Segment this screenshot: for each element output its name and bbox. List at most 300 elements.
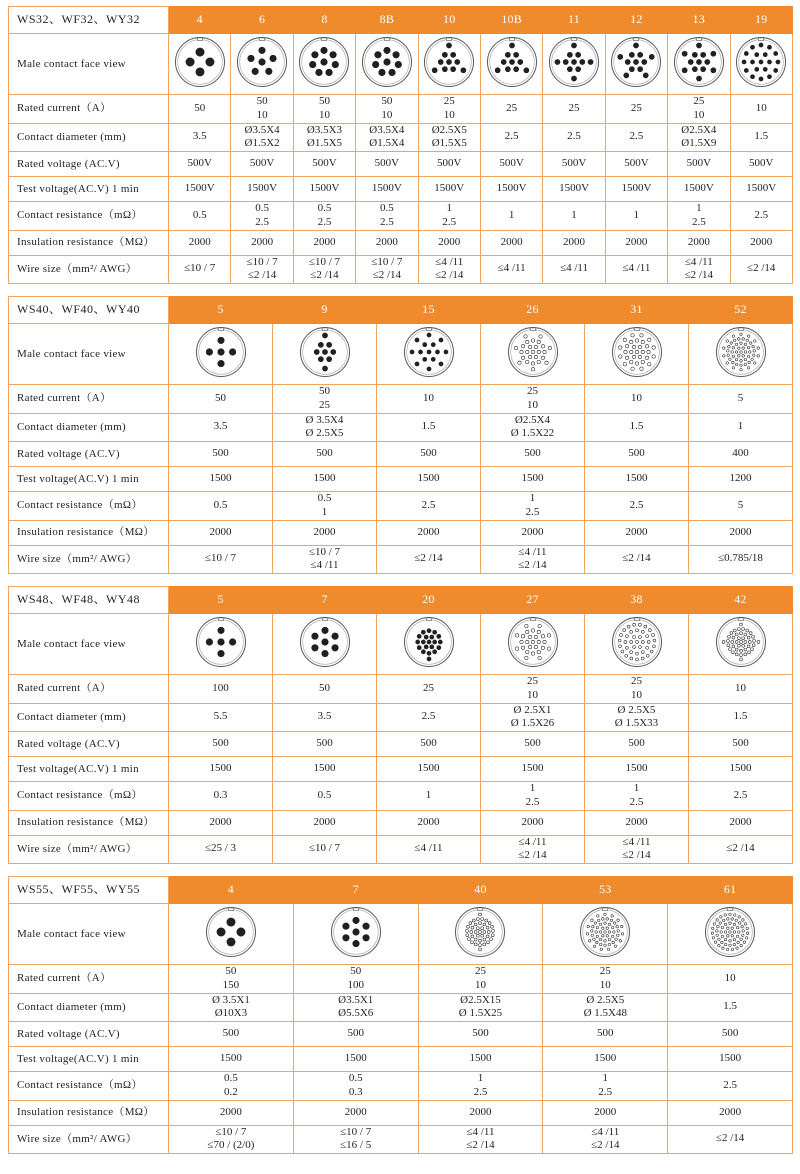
pin-count-header: 5 — [169, 297, 273, 324]
connector-face-icon — [273, 324, 377, 385]
cell-current: 10 — [377, 385, 481, 414]
cell-insulation-resistance: 2000 — [585, 520, 689, 545]
cell-voltage: 500 — [293, 1022, 418, 1047]
series-label: WS48、WF48、WY48 — [9, 587, 169, 614]
cell-voltage: 500 — [481, 732, 585, 757]
table-row-wire-size — [9, 545, 793, 574]
cell-test-voltage: 1500 — [689, 757, 793, 782]
pin-count-header: 10B — [480, 7, 542, 34]
row-label-contact-resistance: Contact resistance（mΩ） — [9, 782, 169, 811]
cell-current: 50 — [169, 385, 273, 414]
cell-insulation-resistance: 2000 — [585, 810, 689, 835]
cell-voltage: 500 — [377, 732, 481, 757]
cell-insulation-resistance: 2000 — [418, 1100, 543, 1125]
cell-current: 25 10 — [481, 385, 585, 414]
cell-current: 50 100 — [293, 965, 418, 994]
pin-count-header: 13 — [668, 7, 730, 34]
cell-test-voltage: 1500 — [481, 467, 585, 492]
spec-table-ws40 — [8, 296, 793, 574]
cell-current: 25 — [377, 675, 481, 704]
cell-diameter: 1.5 — [730, 123, 792, 152]
cell-wire-size: ≤10 / 7 ≤70 / (2/0) — [169, 1125, 294, 1154]
table-row-contact-resistance — [9, 782, 793, 811]
cell-insulation-resistance: 2000 — [273, 520, 377, 545]
connector-face-icon — [689, 324, 793, 385]
cell-wire-size: ≤4 /11 — [605, 255, 667, 284]
table-row-contact-resistance — [9, 492, 793, 521]
pin-count-header: 8 — [293, 7, 355, 34]
cell-wire-size: ≤4 /11 ≤2 /14 — [418, 1125, 543, 1154]
cell-test-voltage: 1200 — [689, 467, 793, 492]
row-label-current: Rated current（A） — [9, 95, 169, 124]
table-row-wire-size — [9, 255, 793, 284]
cell-test-voltage: 1500V — [169, 177, 231, 202]
pin-count-header: 9 — [273, 297, 377, 324]
cell-current: 10 — [668, 965, 793, 994]
cell-contact-resistance: 1 — [543, 202, 605, 231]
connector-face-icon — [169, 614, 273, 675]
table-header-row — [9, 877, 793, 904]
cell-test-voltage: 1500 — [585, 467, 689, 492]
cell-diameter: Ø2.5X5 Ø1.5X5 — [418, 123, 480, 152]
cell-test-voltage: 1500 — [543, 1047, 668, 1072]
connector-face-icon — [668, 34, 730, 95]
cell-contact-resistance: 1 — [377, 782, 481, 811]
cell-diameter: Ø 2.5X5 Ø 1.5X33 — [585, 703, 689, 732]
cell-voltage: 500V — [231, 152, 293, 177]
connector-face-icon — [293, 904, 418, 965]
cell-diameter: Ø2.5X4 Ø1.5X9 — [668, 123, 730, 152]
cell-contact-resistance: 1 — [605, 202, 667, 231]
cell-contact-resistance: 0.5 1 — [273, 492, 377, 521]
cell-diameter: 1 — [689, 413, 793, 442]
cell-contact-resistance: 1 2.5 — [543, 1072, 668, 1101]
table-row-insulation-resistance — [9, 810, 793, 835]
row-label-face: Male contact face view — [9, 34, 169, 95]
row-label-contact-resistance: Contact resistance（mΩ） — [9, 1072, 169, 1101]
series-label: WS40、WF40、WY40 — [9, 297, 169, 324]
cell-test-voltage: 1500 — [481, 757, 585, 782]
cell-wire-size: ≤2 /14 — [689, 835, 793, 864]
cell-current: 50 10 — [231, 95, 293, 124]
cell-test-voltage: 1500V — [480, 177, 542, 202]
table-row-insulation-resistance — [9, 230, 793, 255]
table-row-voltage — [9, 732, 793, 757]
connector-face-icon — [689, 614, 793, 675]
table-row-diameter — [9, 123, 793, 152]
cell-insulation-resistance: 2000 — [543, 1100, 668, 1125]
cell-contact-resistance: 2.5 — [689, 782, 793, 811]
row-label-diameter: Contact diameter (mm) — [9, 993, 169, 1022]
cell-insulation-resistance: 2000 — [418, 230, 480, 255]
spec-table-ws32 — [8, 6, 793, 284]
row-label-wire-size: Wire size（mm²/ AWG） — [9, 255, 169, 284]
cell-diameter: 1.5 — [668, 993, 793, 1022]
cell-voltage: 500 — [418, 1022, 543, 1047]
table-row-current — [9, 95, 793, 124]
cell-current: 50 150 — [169, 965, 294, 994]
connector-face-icon — [169, 324, 273, 385]
pin-count-header: 11 — [543, 7, 605, 34]
cell-voltage: 500 — [169, 442, 273, 467]
cell-test-voltage: 1500 — [585, 757, 689, 782]
connector-face-icon — [273, 614, 377, 675]
cell-diameter: 2.5 — [377, 703, 481, 732]
cell-wire-size: ≤10 / 7 ≤16 / 5 — [293, 1125, 418, 1154]
connector-face-icon — [169, 904, 294, 965]
cell-diameter: Ø 2.5X5 Ø 1.5X48 — [543, 993, 668, 1022]
pin-count-header: 38 — [585, 587, 689, 614]
table-row-current — [9, 965, 793, 994]
contact-face-row — [9, 34, 793, 95]
pin-count-header: 31 — [585, 297, 689, 324]
connector-face-icon — [480, 34, 542, 95]
cell-test-voltage: 1500 — [377, 467, 481, 492]
cell-diameter: 3.5 — [273, 703, 377, 732]
cell-insulation-resistance: 2000 — [169, 230, 231, 255]
cell-insulation-resistance: 2000 — [169, 520, 273, 545]
cell-voltage: 500 — [585, 442, 689, 467]
cell-wire-size: ≤4 /11 ≤2 /14 — [481, 545, 585, 574]
cell-current: 25 — [480, 95, 542, 124]
pin-count-header: 7 — [293, 877, 418, 904]
cell-test-voltage: 1500 — [668, 1047, 793, 1072]
cell-test-voltage: 1500V — [668, 177, 730, 202]
connector-face-icon — [231, 34, 293, 95]
cell-voltage: 500V — [418, 152, 480, 177]
row-label-test-voltage: Test voltage(AC.V) 1 min — [9, 467, 169, 492]
cell-current: 25 10 — [418, 95, 480, 124]
row-label-diameter: Contact diameter (mm) — [9, 413, 169, 442]
table-row-contact-resistance — [9, 1072, 793, 1101]
cell-diameter: Ø3.5X4 Ø1.5X2 — [231, 123, 293, 152]
table-row-insulation-resistance — [9, 1100, 793, 1125]
row-label-test-voltage: Test voltage(AC.V) 1 min — [9, 1047, 169, 1072]
cell-current: 25 10 — [481, 675, 585, 704]
cell-wire-size: ≤25 / 3 — [169, 835, 273, 864]
cell-diameter: Ø3.5X4 Ø1.5X4 — [356, 123, 418, 152]
cell-current: 25 — [605, 95, 667, 124]
row-label-face: Male contact face view — [9, 614, 169, 675]
cell-insulation-resistance: 2000 — [689, 520, 793, 545]
cell-insulation-resistance: 2000 — [377, 520, 481, 545]
cell-insulation-resistance: 2000 — [481, 520, 585, 545]
connector-face-icon — [543, 34, 605, 95]
connector-face-icon — [293, 34, 355, 95]
spec-table-ws48 — [8, 586, 793, 864]
cell-wire-size: ≤4 /11 ≤2 /14 — [481, 835, 585, 864]
pin-count-header: 4 — [169, 877, 294, 904]
cell-test-voltage: 1500 — [169, 1047, 294, 1072]
cell-test-voltage: 1500 — [377, 757, 481, 782]
table-row-wire-size — [9, 835, 793, 864]
cell-insulation-resistance: 2000 — [169, 1100, 294, 1125]
cell-current: 25 10 — [543, 965, 668, 994]
connector-face-icon — [481, 324, 585, 385]
cell-diameter: 1.5 — [377, 413, 481, 442]
cell-voltage: 500 — [689, 732, 793, 757]
cell-wire-size: ≤2 /14 — [668, 1125, 793, 1154]
cell-contact-resistance: 1 — [480, 202, 542, 231]
cell-current: 10 — [585, 385, 689, 414]
cell-contact-resistance: 2.5 — [668, 1072, 793, 1101]
row-label-face: Male contact face view — [9, 904, 169, 965]
row-label-contact-resistance: Contact resistance（mΩ） — [9, 492, 169, 521]
cell-contact-resistance: 5 — [689, 492, 793, 521]
pin-count-header: 12 — [605, 7, 667, 34]
row-label-test-voltage: Test voltage(AC.V) 1 min — [9, 757, 169, 782]
cell-diameter: Ø 3.5X4 Ø 2.5X5 — [273, 413, 377, 442]
pin-count-header: 26 — [481, 297, 585, 324]
cell-test-voltage: 1500V — [543, 177, 605, 202]
cell-insulation-resistance: 2000 — [481, 810, 585, 835]
table-header-row — [9, 297, 793, 324]
row-label-insulation-resistance: Insulation resistance（MΩ） — [9, 520, 169, 545]
pin-count-header: 8B — [356, 7, 418, 34]
row-label-voltage: Rated voltage (AC.V) — [9, 732, 169, 757]
cell-contact-resistance: 0.5 0.3 — [293, 1072, 418, 1101]
cell-contact-resistance: 1 2.5 — [418, 202, 480, 231]
cell-wire-size: ≤10 / 7 ≤2 /14 — [293, 255, 355, 284]
connector-face-icon — [418, 904, 543, 965]
cell-wire-size: ≤2 /14 — [730, 255, 792, 284]
pin-count-header: 27 — [481, 587, 585, 614]
cell-insulation-resistance: 2000 — [231, 230, 293, 255]
cell-contact-resistance: 1 2.5 — [585, 782, 689, 811]
cell-contact-resistance: 0.5 — [169, 492, 273, 521]
cell-voltage: 500 — [377, 442, 481, 467]
cell-insulation-resistance: 2000 — [169, 810, 273, 835]
table-row-test-voltage — [9, 757, 793, 782]
cell-contact-resistance: 0.5 2.5 — [356, 202, 418, 231]
pin-count-header: 40 — [418, 877, 543, 904]
cell-contact-resistance: 2.5 — [377, 492, 481, 521]
cell-wire-size: ≤10 / 7 ≤2 /14 — [231, 255, 293, 284]
table-row-diameter — [9, 993, 793, 1022]
cell-insulation-resistance: 2000 — [293, 230, 355, 255]
cell-current: 10 — [730, 95, 792, 124]
cell-diameter: Ø 3.5X1 Ø10X3 — [169, 993, 294, 1022]
contact-face-row — [9, 324, 793, 385]
table-row-insulation-resistance — [9, 520, 793, 545]
cell-voltage: 500V — [730, 152, 792, 177]
connector-face-icon — [418, 34, 480, 95]
row-label-contact-resistance: Contact resistance（mΩ） — [9, 202, 169, 231]
connector-face-icon — [605, 34, 667, 95]
cell-test-voltage: 1500 — [273, 757, 377, 782]
pin-count-header: 10 — [418, 7, 480, 34]
cell-wire-size: ≤2 /14 — [585, 545, 689, 574]
pin-count-header: 19 — [730, 7, 792, 34]
cell-voltage: 500V — [480, 152, 542, 177]
cell-contact-resistance: 0.3 — [169, 782, 273, 811]
cell-contact-resistance: 1 2.5 — [668, 202, 730, 231]
cell-test-voltage: 1500 — [293, 1047, 418, 1072]
pin-count-header: 42 — [689, 587, 793, 614]
cell-diameter: Ø 2.5X1 Ø 1.5X26 — [481, 703, 585, 732]
cell-current: 50 10 — [293, 95, 355, 124]
cell-current: 25 10 — [418, 965, 543, 994]
table-row-test-voltage — [9, 177, 793, 202]
cell-diameter: 2.5 — [605, 123, 667, 152]
cell-current: 50 25 — [273, 385, 377, 414]
cell-contact-resistance: 0.5 2.5 — [231, 202, 293, 231]
cell-voltage: 500V — [356, 152, 418, 177]
cell-insulation-resistance: 2000 — [605, 230, 667, 255]
cell-diameter: 3.5 — [169, 413, 273, 442]
connector-face-icon — [543, 904, 668, 965]
cell-test-voltage: 1500V — [418, 177, 480, 202]
row-label-voltage: Rated voltage (AC.V) — [9, 442, 169, 467]
cell-voltage: 500 — [273, 442, 377, 467]
cell-voltage: 500V — [293, 152, 355, 177]
cell-contact-resistance: 2.5 — [585, 492, 689, 521]
cell-test-voltage: 1500V — [356, 177, 418, 202]
cell-wire-size: ≤4 /11 ≤2 /14 — [543, 1125, 668, 1154]
cell-wire-size: ≤0.785/18 — [689, 545, 793, 574]
cell-diameter: 2.5 — [543, 123, 605, 152]
cell-wire-size: ≤10 / 7 ≤2 /14 — [356, 255, 418, 284]
table-row-current — [9, 385, 793, 414]
table-row-test-voltage — [9, 1047, 793, 1072]
row-label-current: Rated current（A） — [9, 675, 169, 704]
pin-count-header: 52 — [689, 297, 793, 324]
cell-insulation-resistance: 2000 — [668, 230, 730, 255]
connector-face-icon — [730, 34, 792, 95]
pin-count-header: 5 — [169, 587, 273, 614]
cell-test-voltage: 1500V — [231, 177, 293, 202]
connector-face-icon — [377, 614, 481, 675]
cell-wire-size: ≤10 / 7 — [169, 255, 231, 284]
table-header-row — [9, 7, 793, 34]
cell-diameter: Ø2.5X4 Ø 1.5X22 — [481, 413, 585, 442]
row-label-current: Rated current（A） — [9, 385, 169, 414]
row-label-wire-size: Wire size（mm²/ AWG） — [9, 545, 169, 574]
table-row-wire-size — [9, 1125, 793, 1154]
cell-voltage: 400 — [689, 442, 793, 467]
cell-voltage: 500 — [169, 732, 273, 757]
cell-voltage: 500V — [169, 152, 231, 177]
cell-test-voltage: 1500 — [273, 467, 377, 492]
table-row-voltage — [9, 1022, 793, 1047]
cell-diameter: Ø3.5X3 Ø1.5X5 — [293, 123, 355, 152]
cell-wire-size: ≤4 /11 ≤2 /14 — [585, 835, 689, 864]
cell-contact-resistance: 0.5 — [169, 202, 231, 231]
cell-voltage: 500V — [668, 152, 730, 177]
pin-count-header: 61 — [668, 877, 793, 904]
cell-current: 10 — [689, 675, 793, 704]
cell-diameter: Ø3.5X1 Ø5.5X6 — [293, 993, 418, 1022]
series-label: WS32、WF32、WY32 — [9, 7, 169, 34]
pin-count-header: 6 — [231, 7, 293, 34]
cell-test-voltage: 1500 — [169, 757, 273, 782]
cell-wire-size: ≤10 / 7 ≤4 /11 — [273, 545, 377, 574]
connector-face-icon — [377, 324, 481, 385]
cell-contact-resistance: 1 2.5 — [418, 1072, 543, 1101]
connector-face-icon — [585, 324, 689, 385]
cell-insulation-resistance: 2000 — [543, 230, 605, 255]
cell-wire-size: ≤4 /11 — [480, 255, 542, 284]
cell-contact-resistance: 2.5 — [730, 202, 792, 231]
cell-wire-size: ≤4 /11 — [543, 255, 605, 284]
row-label-insulation-resistance: Insulation resistance（MΩ） — [9, 1100, 169, 1125]
cell-current: 25 — [543, 95, 605, 124]
row-label-wire-size: Wire size（mm²/ AWG） — [9, 835, 169, 864]
pin-count-header: 20 — [377, 587, 481, 614]
cell-wire-size: ≤10 / 7 — [169, 545, 273, 574]
pin-count-header: 15 — [377, 297, 481, 324]
table-row-current — [9, 675, 793, 704]
cell-wire-size: ≤2 /14 — [377, 545, 481, 574]
cell-test-voltage: 1500V — [605, 177, 667, 202]
cell-diameter: 2.5 — [480, 123, 542, 152]
row-label-diameter: Contact diameter (mm) — [9, 123, 169, 152]
table-row-voltage — [9, 442, 793, 467]
cell-current: 100 — [169, 675, 273, 704]
pin-count-header: 53 — [543, 877, 668, 904]
row-label-diameter: Contact diameter (mm) — [9, 703, 169, 732]
cell-test-voltage: 1500 — [418, 1047, 543, 1072]
cell-insulation-resistance: 2000 — [480, 230, 542, 255]
cell-insulation-resistance: 2000 — [689, 810, 793, 835]
cell-voltage: 500 — [585, 732, 689, 757]
connector-face-icon — [668, 904, 793, 965]
table-row-test-voltage — [9, 467, 793, 492]
pin-count-header: 7 — [273, 587, 377, 614]
cell-voltage: 500 — [169, 1022, 294, 1047]
connector-face-icon — [481, 614, 585, 675]
cell-insulation-resistance: 2000 — [668, 1100, 793, 1125]
cell-current: 25 10 — [585, 675, 689, 704]
table-row-diameter — [9, 413, 793, 442]
cell-diameter: 1.5 — [585, 413, 689, 442]
cell-test-voltage: 1500V — [730, 177, 792, 202]
table-row-contact-resistance — [9, 202, 793, 231]
row-label-insulation-resistance: Insulation resistance（MΩ） — [9, 230, 169, 255]
cell-contact-resistance: 1 2.5 — [481, 492, 585, 521]
cell-insulation-resistance: 2000 — [293, 1100, 418, 1125]
cell-wire-size: ≤4 /11 ≤2 /14 — [668, 255, 730, 284]
cell-diameter: Ø2.5X15 Ø 1.5X25 — [418, 993, 543, 1022]
cell-current: 50 10 — [356, 95, 418, 124]
cell-contact-resistance: 0.5 0.2 — [169, 1072, 294, 1101]
cell-insulation-resistance: 2000 — [356, 230, 418, 255]
contact-face-row — [9, 614, 793, 675]
cell-voltage: 500 — [668, 1022, 793, 1047]
cell-voltage: 500V — [543, 152, 605, 177]
connector-face-icon — [356, 34, 418, 95]
cell-contact-resistance: 0.5 2.5 — [293, 202, 355, 231]
cell-insulation-resistance: 2000 — [273, 810, 377, 835]
cell-contact-resistance: 1 2.5 — [481, 782, 585, 811]
cell-insulation-resistance: 2000 — [377, 810, 481, 835]
spec-table-ws55 — [8, 876, 793, 1154]
row-label-face: Male contact face view — [9, 324, 169, 385]
cell-voltage: 500 — [273, 732, 377, 757]
pin-count-header: 4 — [169, 7, 231, 34]
table-row-diameter — [9, 703, 793, 732]
row-label-test-voltage: Test voltage(AC.V) 1 min — [9, 177, 169, 202]
cell-voltage: 500V — [605, 152, 667, 177]
contact-face-row — [9, 904, 793, 965]
row-label-voltage: Rated voltage (AC.V) — [9, 1022, 169, 1047]
row-label-voltage: Rated voltage (AC.V) — [9, 152, 169, 177]
cell-current: 25 10 — [668, 95, 730, 124]
cell-voltage: 500 — [543, 1022, 668, 1047]
connector-face-icon — [585, 614, 689, 675]
cell-wire-size: ≤4 /11 — [377, 835, 481, 864]
row-label-wire-size: Wire size（mm²/ AWG） — [9, 1125, 169, 1154]
